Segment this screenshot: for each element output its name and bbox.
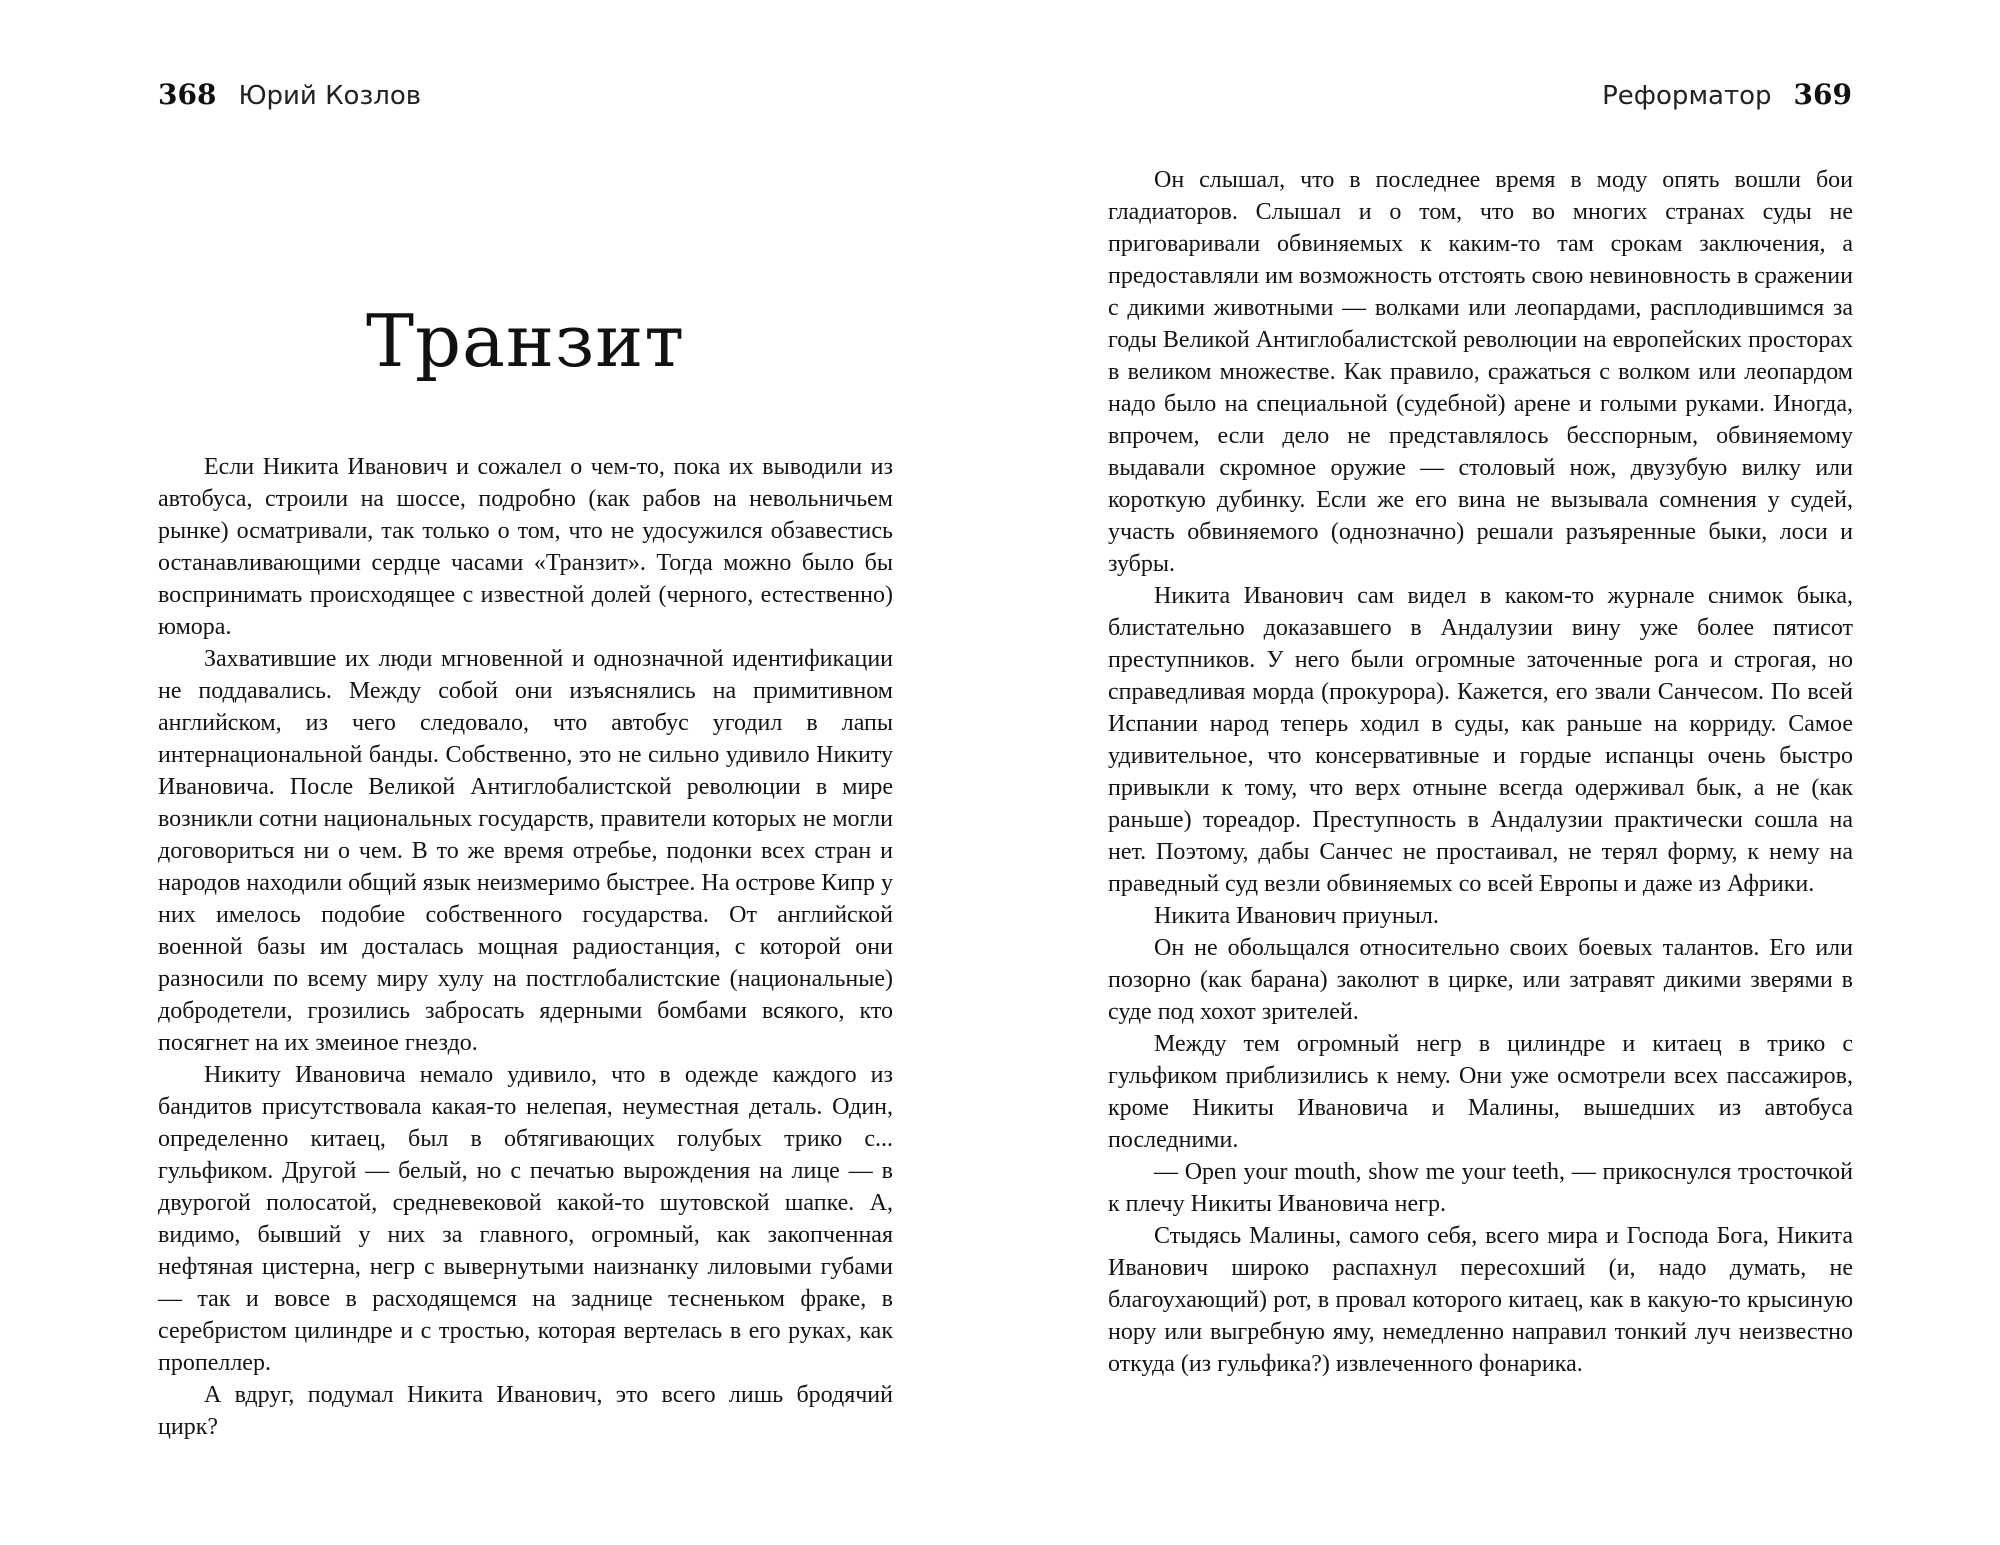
left-page-number: 368 <box>158 78 217 111</box>
paragraph: Никита Иванович приуныл. <box>1154 903 1439 929</box>
paragraph: Никиту Ивановича немало удивило, что в одежде каждого из бандитов присутствовала какая-то нелепая, неуместная деталь. Один, определенно китаец, был в обтягивающих голубых трико с... гульфиком. Другой — белый, но с печатью вырождения на лице — в двурогой полосатой, средневековой какой-то шутовской шапке. А, видимо, бывший у них за главного, огромный, как закопченная нефтяная цистерна, негр с вывернутыми наизнанку лиловыми губами — так и вовсе в расходящемся на заднице тесненьком фраке, в серебристом цилиндре и с тростью, которая вертелась в его руках, как пропеллер. <box>158 1062 893 1376</box>
paragraph: Стыдясь Малины, самого себя, всего мира и Господа Бога, Никита Иванович широко распахнул пересохший (и, надо думать, не благоухающий) рот, в провал которого китаец, как в какую-то крысиную нору или выгребную яму, немедленно направил тонкий луч неизвестно откуда (из гульфика?) извлеченного фонарика. <box>1108 1223 1853 1377</box>
paragraph: Он не обольщался относительно своих боевых талантов. Его или позорно (как барана) заколют в цирке, или затравят дикими зверями в суде под хохот зрителей. <box>1108 935 1853 1025</box>
paragraph: — Open your mouth, show me your teeth, — прикоснулся тросточкой к плечу Никиты Ивановича негр. <box>1108 1159 1853 1217</box>
paragraph: Захватившие их люди мгновенной и однозначной идентификации не поддавались. Между собой они изъяснялись на примитивном английском, из чего следовало, что автобус угодил в лапы интернациональной банды. Собственно, это не сильно удивило Никиту Ивановича. После Великой Антиглобалистской революции в мире возникли сотни национальных государств, правители которых не могли договориться ни о чем. В то же время отребье, подонки всех стран и народов находили общий язык неизмеримо быстрее. На острове Кипр у них имелось подобие собственного государства. От английской военной базы им досталась мощная радиостанция, с которой они разносили по всему миру хулу на постглобалистские (национальные) добродетели, грозились забросать ядерными бомбами всякого, кто посягнет на их змеиное гнездо. <box>158 646 893 1056</box>
paragraph: Если Никита Иванович и сожалел о чем-то, пока их выводили из автобуса, строили на шоссе, подробно (как рабов на невольничьем рынке) осматривали, так только о том, что не удосужился обзавестись останавливающими сердце часами «Транзит». Тогда можно было бы воспринимать происходящее с известной долей (черного, естественно) юмора. <box>158 454 893 640</box>
right-page-text <box>1108 164 1853 1380</box>
book-title: Реформатор <box>1602 81 1772 111</box>
left-page-text <box>158 451 893 1443</box>
paragraph: А вдруг, подумал Никита Иванович, это всего лишь бродячий цирк? <box>158 1382 893 1440</box>
left-running-head <box>158 78 421 118</box>
paragraph: Никита Иванович сам видел в каком-то журнале снимок быка, блистательно доказавшего в Андалузии вину уже более пятисот преступников. У него были огромные заточенные рога и строгая, но справедливая морда (прокурора). Кажется, его звали Санчесом. По всей Испании народ теперь ходил в суды, как раньше на корриду. Самое удивительное, что консервативные и гордые испанцы очень быстро привыкли к тому, что верх отныне всегда одерживал бык, а не (как раньше) тореадор. Преступность в Андалузии практически сошла на нет. Поэтому, дабы Санчес не простаивал, не терял форму, к нему на праведный суд везли обвиняемых со всей Европы и даже из Африки. <box>1108 583 1853 897</box>
paragraph: Он слышал, что в последнее время в моду опять вошли бои гладиаторов. Слышал и о том, что во многих странах суды не приговаривали обвиняемых к каким-то там срокам заключения, а предоставляли им возможность отстоять свою невиновность в сражении с дикими животными — волками или леопардами, расплодившимся за годы Великой Антиглобалистской революции на европейских просторах в великом множестве. Как правило, сражаться с волком или леопардом надо было на специальной (судебной) арене и голыми руками. Иногда, впрочем, если дело не представлялось бесспорным, обвиняемому выдавали скромное оружие — столовый нож, двузубую вилку или короткую дубинку. Если же его вина не вызывала сомнения у судей, участь обвиняемого (однозначно) решали разъяренные быки, лоси и зубры. <box>1108 167 1853 577</box>
right-page-number: 369 <box>1793 78 1852 111</box>
right-running-head <box>1602 78 1852 118</box>
chapter-title: Транзит <box>365 299 686 383</box>
author-name: Юрий Козлов <box>238 81 422 111</box>
paragraph: Между тем огромный негр в цилиндре и китаец в трико с гульфиком приблизились к нему. Они уже осмотрели всех пассажиров, кроме Никиты Ивановича и Малины, вышедших из автобуса последними. <box>1108 1031 1853 1153</box>
right-page <box>1000 0 2000 1545</box>
